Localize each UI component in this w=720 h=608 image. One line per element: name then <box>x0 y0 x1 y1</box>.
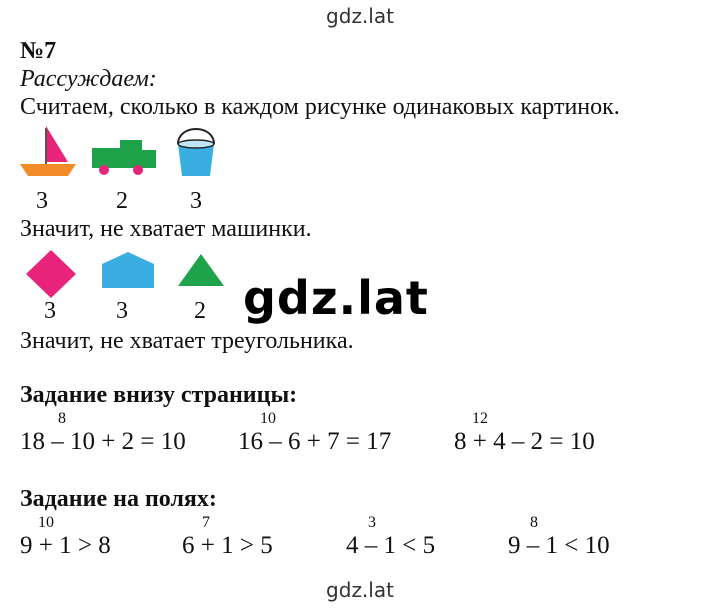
intro-text: Считаем, сколько в каждом рисунке одинаковых картинок. <box>20 94 620 120</box>
equation-sup: 12 <box>472 410 488 427</box>
equation-sup: 10 <box>38 514 54 531</box>
count-triangle: 2 <box>194 298 206 324</box>
pentagon-icon <box>100 250 156 290</box>
margin-task-title: Задание на полях: <box>20 486 217 512</box>
truck-icon <box>90 138 158 178</box>
watermark-top: gdz.lat <box>326 4 394 28</box>
equation: 8 + 4 – 2 = 10 <box>454 428 595 455</box>
rhombus-icon <box>24 248 78 300</box>
equation: 16 – 6 + 7 = 17 <box>238 428 392 455</box>
equation-sup: 10 <box>260 410 276 427</box>
watermark-bottom: gdz.lat <box>326 578 394 602</box>
count-rhombus: 3 <box>44 298 56 324</box>
conclusion-row1: Значит, не хватает машинки. <box>20 216 312 242</box>
equation: 18 – 10 + 2 = 10 <box>20 428 186 455</box>
conclusion-row2: Значит, не хватает треугольника. <box>20 328 354 354</box>
bottom-task-title: Задание внизу страницы: <box>20 382 298 408</box>
equation-sup: 8 <box>530 514 538 531</box>
equation-sup: 3 <box>368 514 376 531</box>
watermark-center: gdz.lat <box>243 271 429 325</box>
equation-sup: 7 <box>202 514 210 531</box>
sailboat-icon <box>20 124 76 178</box>
reasoning-label: Рассуждаем: <box>20 66 157 92</box>
count-bucket: 3 <box>190 188 202 214</box>
equation-sup: 8 <box>58 410 66 427</box>
count-pentagon: 3 <box>116 298 128 324</box>
exercise-number: №7 <box>20 38 57 64</box>
equation: 9 + 1 > 8 <box>20 532 111 559</box>
equation: 4 – 1 < 5 <box>346 532 436 559</box>
count-truck: 2 <box>116 188 128 214</box>
equation: 6 + 1 > 5 <box>182 532 273 559</box>
bucket-icon <box>174 122 218 178</box>
equation: 9 – 1 < 10 <box>508 532 610 559</box>
triangle-icon <box>176 252 226 288</box>
count-sailboat: 3 <box>36 188 48 214</box>
